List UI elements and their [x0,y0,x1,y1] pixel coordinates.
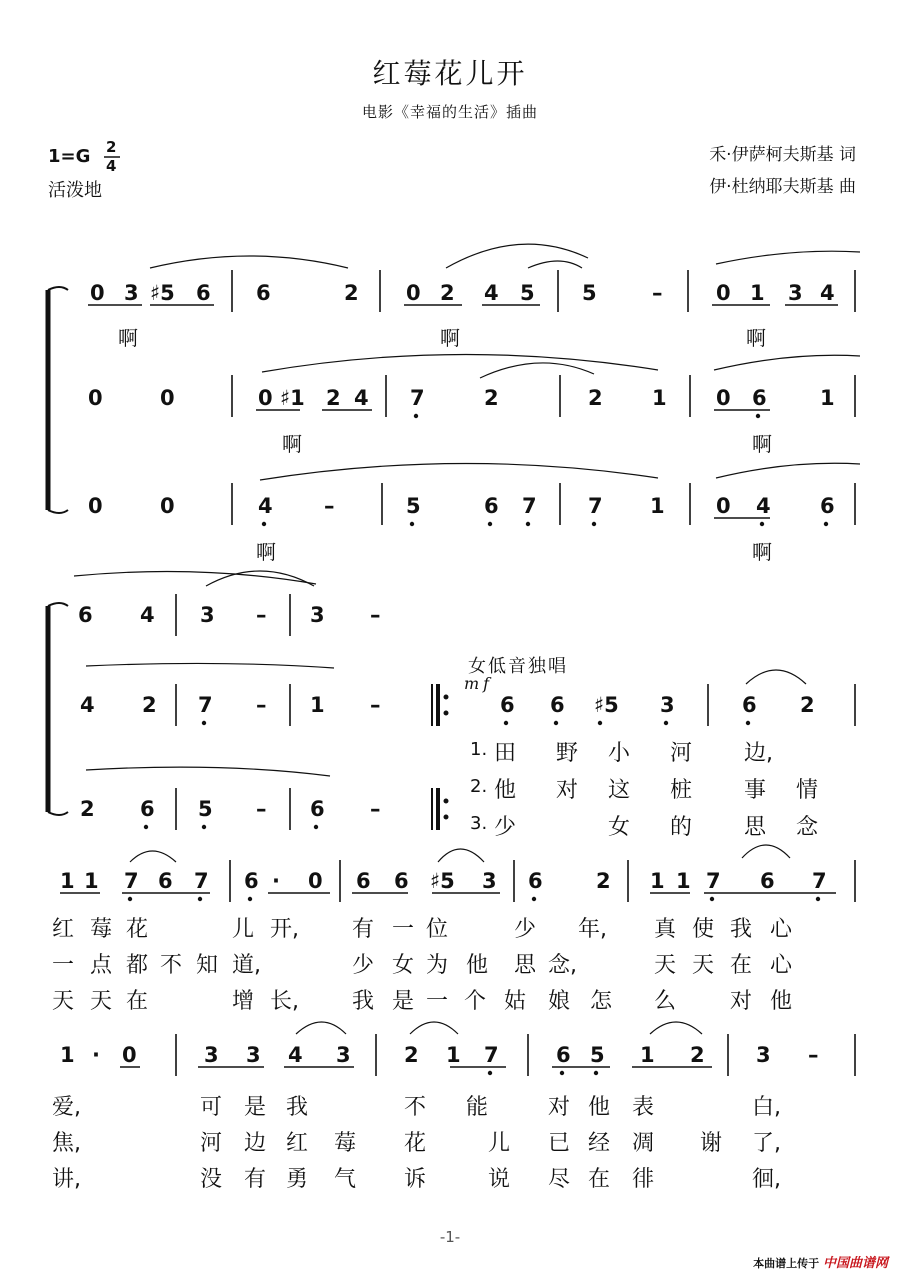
note: 0 [308,869,323,893]
note: 7 [522,494,537,518]
note: 6 [310,797,325,821]
note: 5 [590,1043,605,1067]
lyric-syllable: 天 [52,989,75,1014]
lyric-syllable: 焦, [52,1131,81,1156]
note: 6 [256,281,271,305]
lyric-syllable: 莓 [90,917,113,942]
note: 3 [246,1043,261,1067]
lyric-syllable: 天 [90,989,113,1014]
lyric-syllable: 红 [286,1131,309,1156]
note: · [272,869,280,893]
song-title: 红莓花儿开 [372,57,528,90]
composer-credit: 伊·杜纳耶夫斯基 曲 [709,177,856,197]
lyric-syllable: 使 [692,917,715,942]
octave-dot [710,897,714,901]
note: 4 [820,281,835,305]
dynamic-marking: mf [464,674,494,693]
lyric-syllable: 思 [514,953,537,978]
lyric-syllable: 少 [352,953,375,978]
upload-source [753,1252,888,1271]
note: – [808,1043,819,1067]
note: 5 [406,494,421,518]
lyric-syllable: 情 [796,778,819,803]
note: 0 [406,281,421,305]
octave-dot [816,897,820,901]
lyric-syllable: 少 [514,917,537,942]
lyric-syllable: 一 [426,989,449,1014]
lyric-syllable: 心 [770,953,793,978]
note: 0 [258,386,273,410]
note: 7 [588,494,603,518]
lyric-syllable: 说 [488,1167,511,1192]
time-signature-denominator: 4 [106,157,117,175]
note: 6 [556,1043,571,1067]
lyric-syllable: 怎 [590,989,613,1014]
lyric-syllable: 野 [556,741,579,766]
lyric-syllable: 增 [232,989,255,1014]
note: 2 [690,1043,705,1067]
note: 5 [198,797,213,821]
note: 6 [158,869,173,893]
lyric-syllable: 谢 [700,1131,723,1156]
note: 3 [200,603,215,627]
lyric-syllable: 都 [126,953,149,978]
lyric-syllable: 勇 [286,1167,309,1192]
octave-dot [314,825,318,829]
lyric-syllable: 位 [426,917,449,942]
note: 2 [404,1043,419,1067]
note: 7 [124,869,139,893]
octave-dot [746,721,750,725]
octave-dot [592,522,596,526]
note: 1 [820,386,835,410]
lyric-syllable: 没 [200,1167,223,1192]
repeat-sign-alto [432,684,448,726]
note: 3 [482,869,497,893]
lyric-syllable: 天 [692,953,715,978]
note: 1 [750,281,765,305]
note: 4 [258,494,273,518]
lyric-syllable: 我 [352,989,375,1014]
note: 2 [142,693,157,717]
note: 6 [760,869,775,893]
lyric-ah: 啊 [118,326,138,350]
lyric-syllable: 他 [466,953,489,978]
lyric-syllable: 小 [608,741,631,766]
octave-dot [202,825,206,829]
lyric-syllable: 思 [744,815,767,840]
note: 1 [446,1043,461,1067]
note: 3 [336,1043,351,1067]
note: 1 [60,1043,75,1067]
note: 3 [124,281,139,305]
note: 6 [484,494,499,518]
octave-dot [414,414,418,418]
lyric-syllable: 我 [730,917,753,942]
time-signature-numerator: 2 [106,138,117,156]
note: 5 [582,281,597,305]
octave-dot [488,1071,492,1075]
lyric-syllable: 能 [466,1095,489,1120]
note: 0 [122,1043,137,1067]
lyric-syllable: 念 [796,815,819,840]
lyric-syllable: 心 [770,917,793,942]
lyric-syllable: 对 [556,778,579,803]
note: 0 [160,494,175,518]
note: 6 [742,693,757,717]
lyric-syllable: 道, [232,953,261,978]
lyric-syllable: 红 [52,917,75,942]
note: 4 [288,1043,303,1067]
lyric-syllable: 为 [426,953,449,978]
lyric-syllable: 讲, [52,1167,81,1192]
note: 1 [652,386,667,410]
lyric-syllable: 田 [494,741,517,766]
note: 0 [88,386,103,410]
note: 6 [78,603,93,627]
note: 2 [588,386,603,410]
lyric-syllable: 诉 [404,1167,427,1192]
note: 2 [484,386,499,410]
lyric-syllable: 对 [548,1095,571,1120]
lyric-syllable: 我 [286,1095,309,1120]
note: 6 [196,281,211,305]
note: 4 [80,693,95,717]
note: 6 [356,869,371,893]
note: 6 [820,494,835,518]
note: 3 [310,603,325,627]
lyric-syllable: 天 [654,953,677,978]
note: 4 [140,603,155,627]
octave-dot [664,721,668,725]
lyric-syllable: 白, [752,1095,781,1120]
note: 7 [484,1043,499,1067]
note: 3 [788,281,803,305]
octave-dot [128,897,132,901]
octave-dot [198,897,202,901]
lyric-syllable: 河 [670,741,693,766]
lyric-syllable: 经 [588,1131,611,1156]
note: – [324,494,335,518]
lyric-syllable: 知 [196,953,219,978]
verse-marker: 2. [470,776,488,797]
note: – [256,693,267,717]
lyric-syllable: 女 [392,953,415,978]
octave-dot [756,414,760,418]
verse-marker: 3. [470,813,488,834]
octave-dot [144,825,148,829]
lyric-syllable: 徊, [752,1167,781,1192]
lyric-syllable: 有 [244,1167,267,1192]
lyric-syllable: 表 [632,1095,655,1120]
note: 1 [310,693,325,717]
note: – [256,603,267,627]
note: 7 [194,869,209,893]
note: 0 [88,494,103,518]
note: – [370,603,381,627]
lyric-syllable: 花 [126,917,149,942]
lyric-syllable: 桩 [670,778,693,803]
note: – [652,281,663,305]
note: – [370,693,381,717]
voice-label: 女低音独唱 [468,656,568,677]
lyric-syllable: 徘 [632,1167,655,1192]
note: 3 [204,1043,219,1067]
lyric-syllable: 在 [588,1167,611,1192]
lyric-syllable: 边, [744,741,773,766]
note: 6 [550,693,565,717]
note: 0 [716,281,731,305]
octave-dot [488,522,492,526]
lyric-ah: 啊 [440,326,460,350]
lyric-syllable: 点 [90,953,113,978]
note: 3 [756,1043,771,1067]
lyric-syllable: 他 [588,1095,611,1120]
lyric-syllable: 不 [404,1095,427,1120]
octave-dot [598,721,602,725]
note: 6 [394,869,409,893]
octave-dot [248,897,252,901]
note: 2 [344,281,359,305]
note: ♯5 [594,693,619,717]
lyric-syllable: 念, [548,953,577,978]
note: 2 [596,869,611,893]
lyric-syllable: 不 [160,953,183,978]
lyric-syllable: 这 [608,778,631,803]
lyric-syllable: 花 [404,1131,427,1156]
note: 0 [716,494,731,518]
note: ♯5 [430,869,455,893]
note: 6 [244,869,259,893]
song-subtitle: 电影《幸福的生活》插曲 [361,103,538,121]
octave-dot [532,897,536,901]
lyric-syllable: 在 [126,989,149,1014]
octave-dot [824,522,828,526]
lyric-syllable: 河 [200,1131,223,1156]
octave-dot [760,522,764,526]
note: 0 [160,386,175,410]
lyric-syllable: 有 [352,917,375,942]
note: 6 [528,869,543,893]
lyric-syllable: 边 [244,1131,267,1156]
note: 2 [326,386,341,410]
lyric-ah: 啊 [752,432,772,456]
key-text: 1=G [48,146,91,167]
lyric-syllable: 凋 [632,1131,655,1156]
lyric-syllable: 的 [670,815,693,840]
lyric-syllable: 对 [730,989,753,1014]
lyric-syllable: 么 [654,989,677,1014]
note: 4 [354,386,369,410]
note: 2 [80,797,95,821]
lyric-syllable: 少 [494,815,517,840]
lyric-ah: 啊 [752,540,772,564]
note: 7 [198,693,213,717]
lyric-syllable: 他 [770,989,793,1014]
note: – [256,797,267,821]
note: 0 [90,281,105,305]
lyric-syllable: 姑 [504,989,527,1014]
note: · [92,1043,100,1067]
note: ♯1 [280,386,305,410]
octave-dot [526,522,530,526]
note: 5 [520,281,535,305]
octave-dot [202,721,206,725]
lyric-syllable: 他 [494,778,517,803]
lyric-syllable: 是 [392,989,415,1014]
lyric-syllable: 在 [730,953,753,978]
octave-dot [554,721,558,725]
octave-dot [560,1071,564,1075]
note: 1 [650,494,665,518]
lyric-syllable: 莓 [334,1131,357,1156]
tempo-marking: 活泼地 [48,180,102,201]
lyric-syllable: 儿 [488,1131,511,1156]
note: 1 [676,869,691,893]
lyric-syllable: 可 [200,1095,223,1120]
note: 4 [484,281,499,305]
lyric-syllable: 个 [464,989,487,1014]
note: ♯5 [150,281,175,305]
octave-dot [594,1071,598,1075]
lyric-ah: 啊 [746,326,766,350]
lyric-syllable: 是 [244,1095,267,1120]
note: 2 [440,281,455,305]
page-number: -1- [439,1228,461,1246]
lyric-syllable: 事 [744,778,767,803]
lyric-syllable: 真 [654,917,677,942]
note: 1 [650,869,665,893]
lyric-ah: 啊 [282,432,302,456]
note: 0 [716,386,731,410]
lyric-syllable: 儿 [232,917,255,942]
octave-dot [262,522,266,526]
lyric-syllable: 一 [392,917,415,942]
note: 4 [756,494,771,518]
lyric-ah: 啊 [256,540,276,564]
repeat-sign-bass [432,788,448,830]
note: 7 [410,386,425,410]
lyric-syllable: 已 [548,1131,571,1156]
lyric-syllable: 长, [270,989,299,1014]
note: 3 [660,693,675,717]
note: 6 [500,693,515,717]
lyricist-credit: 禾·伊萨柯夫斯基 词 [709,145,856,165]
note: 2 [800,693,815,717]
lyric-syllable: 年, [578,917,607,942]
note: 1 [84,869,99,893]
upload-text: 本曲谱上传于 [753,1257,820,1270]
brand-logo[interactable]: 中国曲谱网 [822,1256,888,1271]
lyric-syllable: 气 [334,1167,357,1192]
note: – [370,797,381,821]
octave-dot [410,522,414,526]
lyric-syllable: 开, [270,917,299,942]
note: 1 [60,869,75,893]
note: 7 [706,869,721,893]
octave-dot [504,721,508,725]
note: 6 [140,797,155,821]
note: 6 [752,386,767,410]
lyric-syllable: 一 [52,953,75,978]
note: 7 [812,869,827,893]
lyric-syllable: 爱, [52,1095,81,1120]
note: 1 [640,1043,655,1067]
lyric-syllable: 女 [608,815,631,840]
lyric-syllable: 了, [752,1131,781,1156]
verse-marker: 1. [470,739,488,760]
lyric-syllable: 尽 [548,1167,571,1192]
lyric-syllable: 娘 [548,989,571,1014]
